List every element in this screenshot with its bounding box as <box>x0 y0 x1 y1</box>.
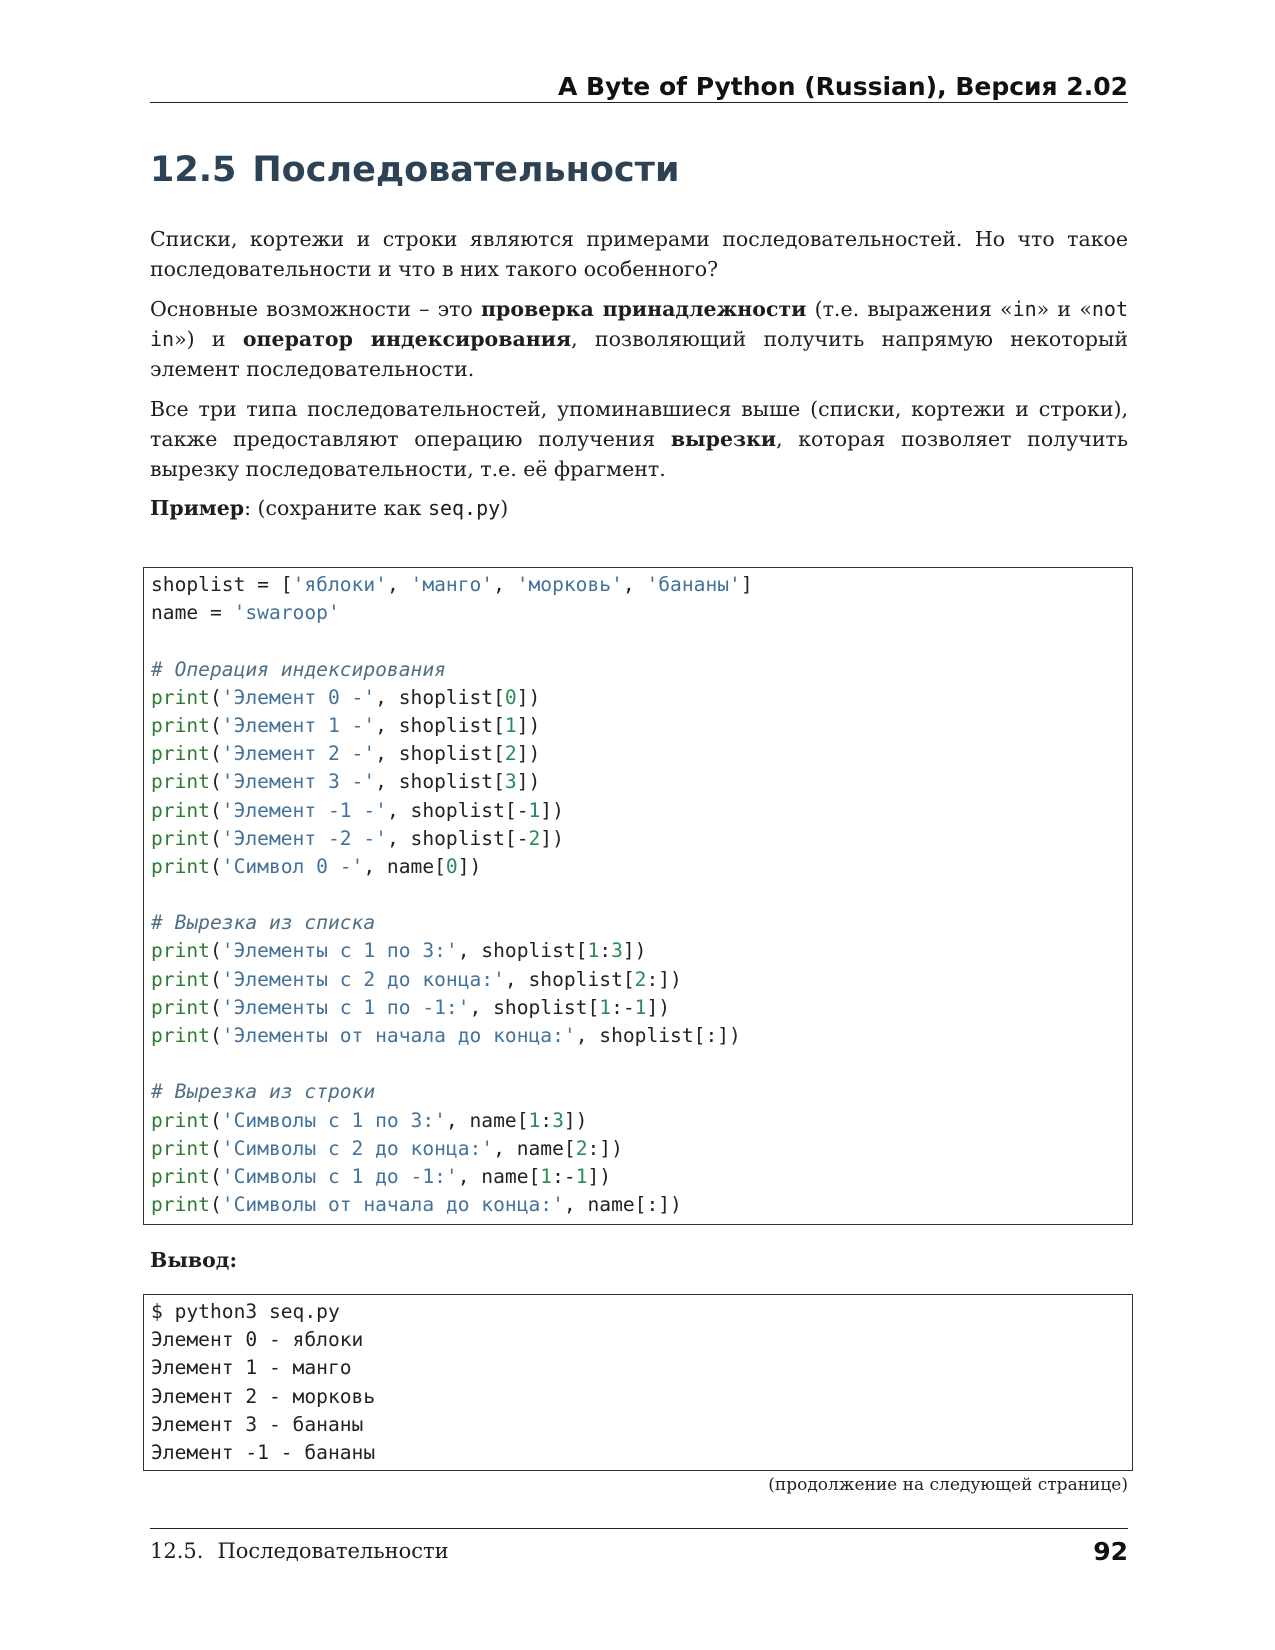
continuation-note: (продолжение на следующей странице) <box>768 1475 1128 1495</box>
output-block <box>143 1294 1133 1471</box>
output-label: Вывод: <box>150 1248 238 1272</box>
paragraph-2-text: (т.е. выражения « <box>806 297 1013 321</box>
page-number: 92 <box>1093 1537 1128 1566</box>
code-line: print('Элемент 3 -', shoplist[3]) <box>151 770 541 794</box>
section-title-text: Последовательности <box>252 150 680 190</box>
code-line: print('Символы от начала до конца:', name[:]) <box>151 1193 682 1217</box>
paragraph-2-text: » и « <box>1036 297 1092 321</box>
paragraph-1: Списки, кортежи и строки являются примерами последовательностей. Но что такое последовательности и что в них такого особенного? <box>150 227 1128 281</box>
code-line: name = 'swaroop' <box>151 601 340 625</box>
code-line: print('Символ 0 -', name[0]) <box>151 854 482 878</box>
output-line: Элемент 2 - морковь <box>151 1384 376 1408</box>
page-header <box>150 66 1128 103</box>
output-line: Элемент 0 - яблоки <box>151 1328 364 1352</box>
paragraph-2-text: , позволяющий получить напрямую некоторый элемент последовательности. <box>150 327 1128 381</box>
code-line: print('Элемент 2 -', shoplist[2]) <box>151 742 541 766</box>
header-title: A Byte of Python (Russian), Версия 2.02 <box>557 72 1128 101</box>
term-membership-test: проверка принадлежности <box>481 297 807 321</box>
output-line: Элемент -1 - бананы <box>151 1440 376 1464</box>
example-caption <box>150 493 1128 523</box>
example-label: Пример <box>150 496 245 520</box>
code-line <box>151 881 1132 909</box>
code-line: print('Элементы с 2 до конца:', shoplist[2:]) <box>151 967 682 991</box>
code-line: print('Символы с 2 до конца:', name[2:]) <box>151 1136 623 1160</box>
footer-section-number: 12.5. <box>150 1539 204 1563</box>
inline-code-not-in: not in <box>150 297 1128 351</box>
term-indexing-operator: оператор индексирования <box>242 327 572 351</box>
code-line <box>151 627 1132 655</box>
section-number: 12.5 <box>150 150 237 190</box>
code-line <box>151 1050 1132 1078</box>
code-line: print('Элемент 0 -', shoplist[0]) <box>151 685 541 709</box>
output-caption <box>150 1245 1128 1275</box>
code-line: print('Элементы с 1 по 3:', shoplist[1:3]) <box>151 939 647 963</box>
paragraph-3-text: Все три типа последовательностей, упоминавшиеся выше (списки, кортежи и строки), также предоставляют операцию получения <box>150 397 1128 451</box>
example-caption-text: ) <box>500 496 509 520</box>
paragraph-2-text: Основные возможности – это <box>150 297 482 321</box>
page-footer <box>150 1528 1128 1566</box>
footer-section <box>150 1539 449 1563</box>
paragraph-2-text: ») и <box>174 327 243 351</box>
footer-section-title: Последовательности <box>217 1539 449 1563</box>
paragraph-3 <box>150 394 1128 484</box>
code-line: print('Элементы от начала до конца:', shoplist[:]) <box>151 1024 741 1047</box>
code-line: # Вырезка из списка <box>151 911 376 935</box>
output-line: Элемент 1 - манго <box>151 1356 352 1380</box>
code-line: shoplist = ['яблоки', 'манго', 'морковь', 'бананы'] <box>151 573 753 596</box>
term-slicing: вырезки <box>670 427 777 451</box>
code-line: print('Символы с 1 до -1:', name[1:-1]) <box>151 1164 612 1188</box>
code-line: print('Элемент -1 -', shoplist[-1]) <box>151 798 564 822</box>
inline-code-in: in <box>1012 297 1037 321</box>
code-line: print('Символы с 1 по 3:', name[1:3]) <box>151 1108 588 1132</box>
output-line: Элемент 3 - бананы <box>151 1412 364 1436</box>
output-line: $ python3 seq.py <box>151 1300 340 1323</box>
code-line: print('Элемент -2 -', shoplist[-2]) <box>151 826 564 850</box>
code-line: print('Элемент 1 -', shoplist[1]) <box>151 713 541 737</box>
example-caption-text: : (сохраните как <box>244 496 428 520</box>
paragraph-2 <box>150 294 1128 384</box>
code-line: print('Элементы с 1 по -1:', shoplist[1:-1]) <box>151 995 671 1019</box>
example-filename: seq.py <box>427 496 501 520</box>
paragraph-3-text: , которая позволяет получить вырезку последовательности, т.е. её фрагмент. <box>150 427 1128 481</box>
section-title <box>150 150 679 190</box>
code-block <box>143 567 1133 1225</box>
code-line: # Вырезка из строки <box>151 1080 376 1104</box>
code-line: # Операция индексирования <box>151 657 446 681</box>
